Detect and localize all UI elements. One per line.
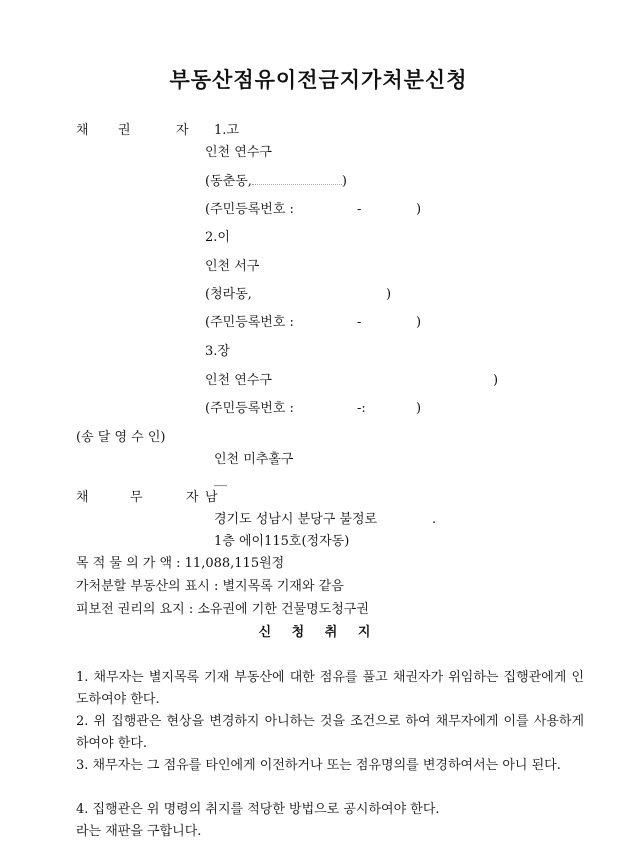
right-summary: 피보전 권리의 요지 : 소유권에 기한 건물명도청구권 [76,602,369,617]
creditor-1-rrn-label: (주민등록번호 : [205,202,294,217]
detail-close: ) [341,174,347,189]
label-char: 자 [176,123,189,138]
paragraph-1: 1. 채무자는 별지목록 기재 부동산에 대한 점유를 풀고 채권자가 위임하는 집행관에게 인도하여야 한다. [76,670,584,707]
paragraph-4: 4. 집행관은 위 명령의 취지를 적당한 방법으로 공시하여야 한다. [76,802,440,817]
creditor-1-rrn-close: ) [416,202,422,217]
debtor-name: 남 [205,490,218,505]
label-char: 권 [118,123,131,138]
creditor-3-rrn-close: ) [416,401,422,416]
property-display: 가처분할 부동산의 표시 : 별지목록 기재와 같음 [76,579,344,594]
closing-line: 라는 재판을 구합니다. [76,824,202,839]
debtor-address-tail: . [432,512,437,527]
label-char: 채 [76,490,89,505]
document-title: 부동산점유이전금지가처분신청 [169,67,468,92]
creditor-1-address: 인천 연수구 [205,145,272,160]
creditor-2-rrn-close: ) [416,315,422,330]
redaction-dots [252,173,342,185]
service-agent-address: 인천 미추홀구 [214,452,294,467]
label-char: 무 [130,490,143,505]
creditor-1-rrn-dash: - [357,202,362,217]
creditor-2-detail-close: ) [386,287,392,302]
detail-open: (동춘동, [205,174,252,189]
creditor-2-rrn-label: (주민등록번호 : [205,315,294,330]
creditor-3-detail-close: ) [493,373,499,388]
creditor-2-rrn-dash: - [357,315,362,330]
creditor-1-name: 1.고 [214,123,239,138]
creditor-1-detail [205,173,347,190]
paragraph-2: 2. 위 집행관은 현상을 변경하지 아니하는 것을 조건으로 하여 채무자에게 이를 사용하게 하여야 한다. [76,714,584,751]
creditor-3-rrn-label: (주민등록번호 : [205,401,294,416]
purpose-heading: 신 청 취 지 [258,625,379,640]
creditor-3-address: 인천 연수구 [205,373,272,388]
creditor-2-detail: (청라동, [205,287,252,302]
debtor-address: 경기도 성남시 분당구 불정로 [214,512,378,527]
service-agent-underline: __ [214,472,227,487]
creditor-2-address: 인천 서구 [205,259,260,274]
label-char: 자 [186,490,199,505]
label-char: 채 [76,123,89,138]
target-value: 목 적 물 의 가 액 : 11,088,115원정 [76,556,285,571]
service-agent-label: (송 달 영 수 인) [76,430,166,445]
creditor-2-name: 2.이 [205,230,230,245]
creditor-3-name: 3.장 [205,344,230,359]
creditor-3-rrn-dash: -: [357,401,366,416]
debtor-detail: 1층 에이115호(정자동) [214,534,350,549]
paragraph-3: 3. 채무자는 그 점유를 타인에게 이전하거나 또는 점유명의를 변경하여서는 아니 된다. [76,758,561,773]
